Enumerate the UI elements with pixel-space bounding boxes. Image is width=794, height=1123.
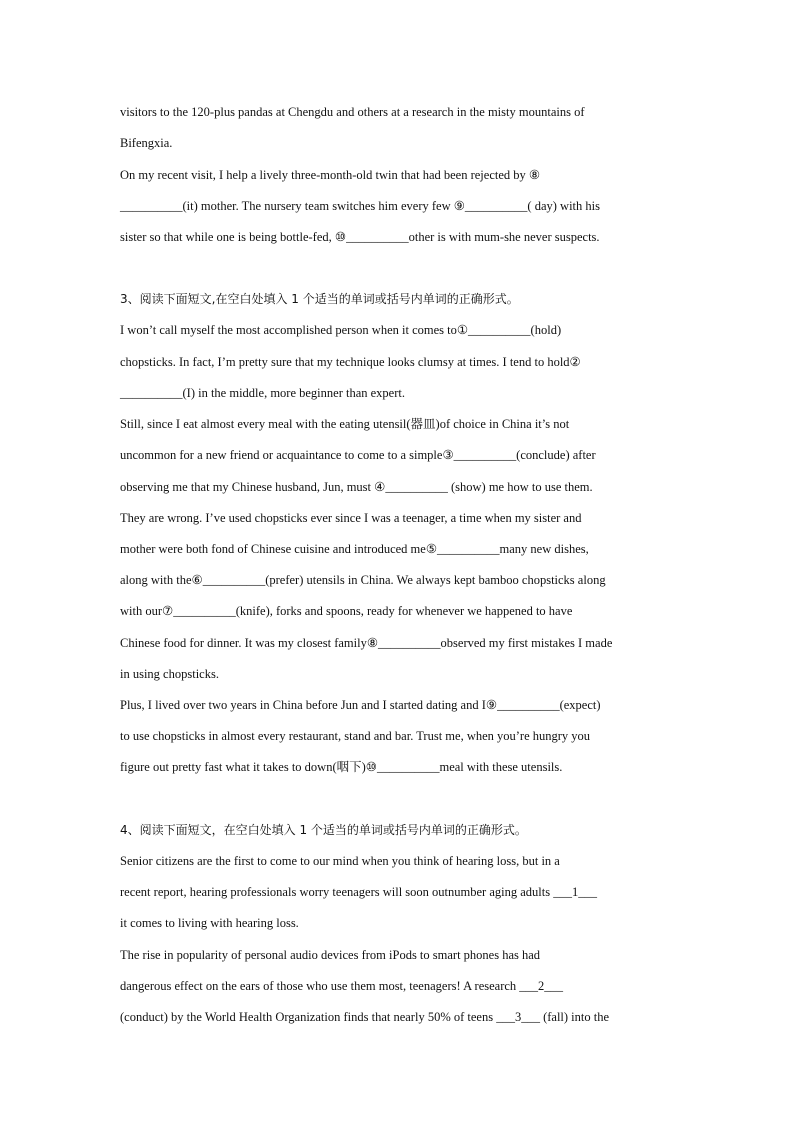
section3-line: Chinese food for dinner. It was my closest family⑧__________observed my first mistakes I made bbox=[120, 636, 613, 650]
section4-line: The rise in popularity of personal audio devices from iPods to smart phones has had bbox=[120, 948, 541, 962]
section3-line: observing me that my Chinese husband, Jun, must ④__________ (show) me how to use them. bbox=[120, 480, 593, 494]
passage2-line: Bifengxia. bbox=[120, 136, 173, 150]
section3-line: I won’t call myself the most accomplished person when it comes to①__________(hold) bbox=[120, 323, 562, 337]
section3-heading: 3、阅读下面短文,在空白处填入 1 个适当的单词或括号内单词的正确形式。 bbox=[120, 292, 519, 306]
section4-line: recent report, hearing professionals worry teenagers will soon outnumber aging adults ___1___ bbox=[120, 885, 597, 899]
section3-line: __________(I) in the middle, more beginner than expert. bbox=[120, 386, 405, 400]
passage2-line: __________(it) mother. The nursery team switches him every few ⑨__________( day) with his bbox=[120, 199, 600, 213]
section3-line: mother were both fond of Chinese cuisine and introduced me⑤__________many new dishes, bbox=[120, 542, 589, 556]
passage2-line: sister so that while one is being bottle-fed, ⑩__________other is with mum-she never suspects. bbox=[120, 230, 600, 244]
section3-line: uncommon for a new friend or acquaintance to come to a simple③__________(conclude) after bbox=[120, 448, 596, 462]
passage2-line: visitors to the 120-plus pandas at Chengdu and others at a research in the misty mountains of bbox=[120, 105, 585, 119]
section4-heading: 4、阅读下面短文，在空白处填入 1 个适当的单词或括号内单词的正确形式。 bbox=[120, 823, 527, 837]
section3-line: chopsticks. In fact, I’m pretty sure that my technique looks clumsy at times. I tend to hold② bbox=[120, 355, 581, 369]
section3-line: in using chopsticks. bbox=[120, 667, 219, 681]
section4-line: (conduct) by the World Health Organization finds that nearly 50% of teens ___3___ (fall) into the bbox=[120, 1010, 610, 1024]
section3-line: Still, since I eat almost every meal with the eating utensil(器皿)of choice in China it’s not bbox=[120, 417, 570, 431]
section3-line: along with the⑥__________(prefer) utensils in China. We always kept bamboo chopsticks along bbox=[120, 573, 606, 587]
section3-line: They are wrong. I’ve used chopsticks ever since I was a teenager, a time when my sister and bbox=[120, 511, 582, 525]
section3-line: figure out pretty fast what it takes to down(咽下)⑩__________meal with these utensils. bbox=[120, 760, 563, 774]
section4-line: Senior citizens are the first to come to our mind when you think of hearing loss, but in a bbox=[120, 854, 560, 868]
section4-line: dangerous effect on the ears of those who use them most, teenagers! A research ___2___ bbox=[120, 979, 564, 993]
section3-line: Plus, I lived over two years in China before Jun and I started dating and I⑨__________(expect) bbox=[120, 698, 601, 712]
section3-line: with our⑦__________(knife), forks and spoons, ready for whenever we happened to have bbox=[120, 604, 573, 618]
section4-line: it comes to living with hearing loss. bbox=[120, 916, 299, 930]
passage2-line: On my recent visit, I help a lively three-month-old twin that had been rejected by ⑧ bbox=[120, 168, 541, 182]
section3-line: to use chopsticks in almost every restaurant, stand and bar. Trust me, when you’re hungry you bbox=[120, 729, 591, 743]
